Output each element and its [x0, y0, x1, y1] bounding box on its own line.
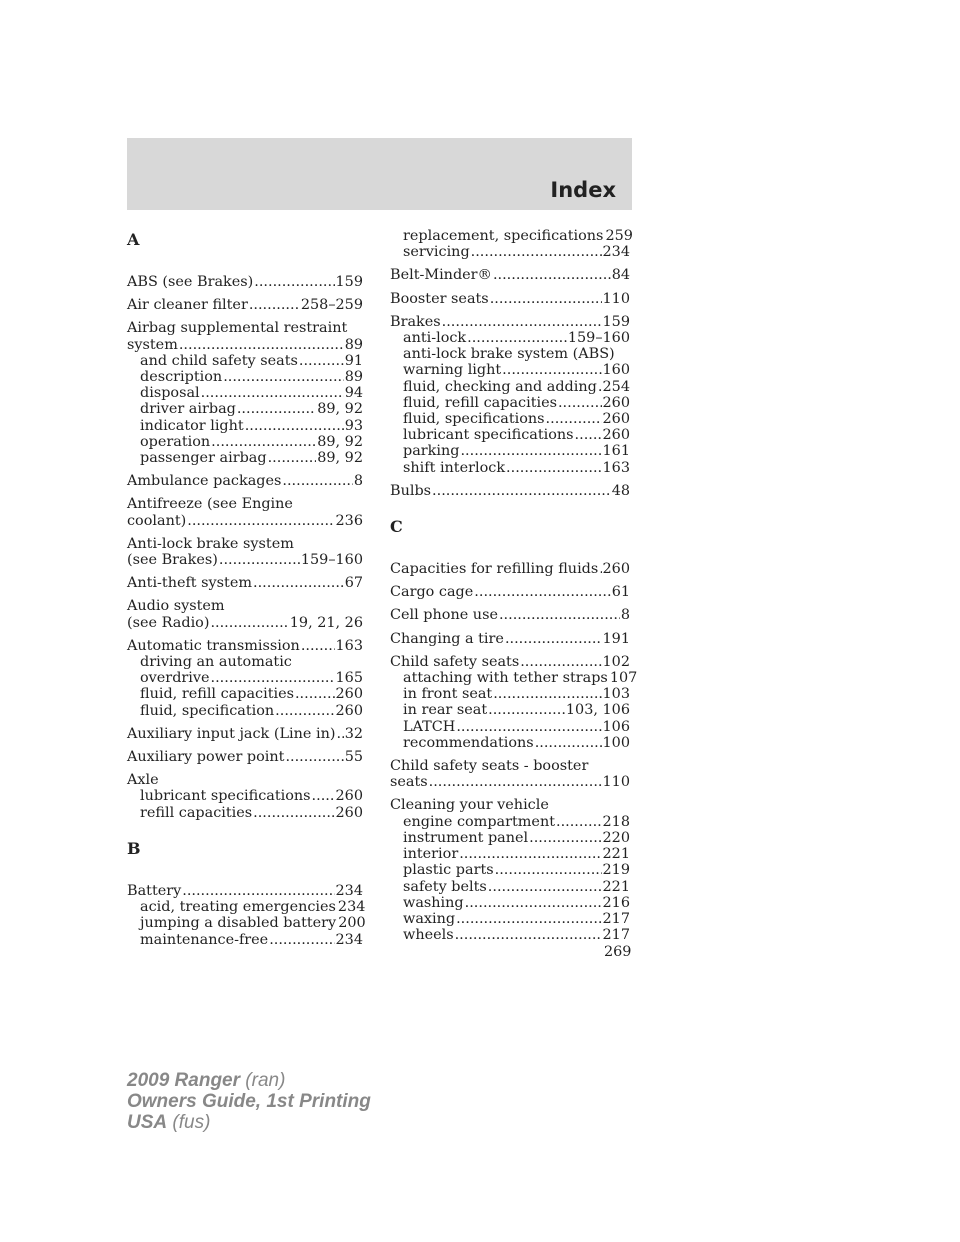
- header-band: [127, 138, 632, 210]
- entry-page-ref: 163: [335, 637, 363, 654]
- dot-leader: [575, 427, 602, 443]
- index-entry-line: [127, 883, 363, 899]
- index-subentry: [127, 805, 363, 821]
- index-entry-line: [390, 797, 630, 813]
- index-entry: [127, 473, 363, 489]
- index-entry-line: [390, 314, 630, 330]
- dot-leader: [429, 774, 602, 790]
- index-entry: [390, 607, 630, 623]
- dot-leader: [219, 552, 300, 568]
- dot-leader: [502, 362, 601, 378]
- entry-text: Bulbs: [390, 482, 432, 499]
- index-entry: [127, 749, 363, 765]
- dot-leader: [282, 473, 352, 489]
- dot-leader: [499, 607, 620, 623]
- index-entry: [127, 536, 363, 568]
- index-entry: [127, 320, 363, 466]
- entry-text: Axle: [127, 772, 159, 789]
- entry-page-ref: 236: [335, 512, 363, 529]
- entry-text: acid, treating emergencies: [140, 899, 336, 916]
- entry-text: Battery: [127, 882, 182, 899]
- entry-page-ref: 61: [611, 584, 630, 601]
- index-subentry: [390, 911, 630, 927]
- entry-page-ref: 159–160: [567, 330, 630, 347]
- index-entry: [127, 496, 363, 528]
- index-subentry: [127, 353, 363, 369]
- index-entry: [390, 653, 638, 751]
- index-entry-line: [390, 267, 630, 283]
- entry-page-ref: 89, 92: [317, 450, 363, 467]
- entry-text: Auxiliary power point: [127, 749, 285, 766]
- entry-page-ref: 258–259: [300, 297, 363, 314]
- index-entry-line: [390, 561, 630, 577]
- dot-leader: [490, 291, 602, 307]
- index-entry: [390, 291, 630, 307]
- index-subentry: [127, 670, 363, 686]
- dot-leader: [535, 735, 602, 751]
- dot-leader: [249, 297, 300, 313]
- entry-page-ref: 110: [602, 290, 630, 307]
- index-entry: [127, 726, 363, 742]
- index-letter-heading: C: [390, 517, 403, 537]
- dot-leader: [529, 830, 601, 846]
- footer-model: 2009 Ranger: [127, 1070, 241, 1091]
- entry-text: warning light: [403, 362, 502, 379]
- dot-leader: [201, 385, 344, 401]
- index-subentry: [127, 654, 363, 670]
- dot-leader: [285, 749, 343, 765]
- dot-leader: [254, 274, 334, 290]
- entry-page-ref: 48: [611, 482, 630, 499]
- index-entry: [390, 314, 630, 476]
- index-subentry: [390, 895, 630, 911]
- page-number: 269: [604, 944, 632, 960]
- entry-text: fluid, checking and adding: [403, 378, 597, 395]
- entry-page-ref: 216: [602, 894, 630, 911]
- footer-market-code: (fus): [172, 1112, 211, 1133]
- entry-page-ref: 200: [338, 915, 366, 932]
- entry-page-ref: 260: [335, 788, 363, 805]
- index-subentry: [127, 450, 363, 466]
- entry-page-ref: 93: [344, 417, 363, 434]
- index-subentry: [390, 814, 630, 830]
- entry-page-ref: 234: [337, 899, 366, 916]
- entry-page-ref: 259: [605, 228, 633, 244]
- entry-text: indicator light: [140, 417, 244, 434]
- index-letter-heading: B: [127, 838, 141, 858]
- dot-leader: [471, 244, 602, 260]
- dot-leader: [432, 483, 611, 499]
- dot-leader: [187, 513, 334, 529]
- dot-leader: [598, 379, 602, 395]
- index-entry-line: [127, 337, 363, 353]
- dot-leader: [312, 788, 335, 804]
- dot-leader: [488, 879, 602, 895]
- index-subentry: [127, 915, 366, 932]
- entry-page-ref: 219: [602, 862, 630, 879]
- index-entry-line: [390, 483, 630, 499]
- entry-text: driving an automatic: [140, 654, 292, 671]
- entry-text: Changing a tire: [390, 630, 504, 647]
- entry-text: Cleaning your vehicle: [390, 797, 549, 814]
- entry-text: system: [127, 336, 178, 353]
- dot-leader: [182, 883, 334, 899]
- entry-text: LATCH: [403, 718, 456, 735]
- entry-page-ref: 8: [353, 473, 363, 490]
- index-entry-line: [390, 291, 630, 307]
- index-entry: [390, 561, 630, 577]
- entry-text: Cell phone use: [390, 607, 498, 624]
- index-subentry: [390, 846, 630, 862]
- dot-leader: [520, 654, 601, 670]
- index-entry-line: [390, 758, 630, 774]
- entry-page-ref: 260: [335, 686, 363, 703]
- index-subentry: [390, 702, 630, 718]
- dot-leader: [505, 631, 602, 647]
- index-subentry: [390, 427, 630, 443]
- entry-page-ref: 260: [335, 804, 363, 821]
- entry-page-ref: 163: [602, 459, 630, 476]
- index-subentry: [390, 244, 630, 260]
- dot-leader: [467, 330, 567, 346]
- index-entry-line: [127, 513, 363, 529]
- dot-leader: [488, 702, 565, 718]
- index-subentry: [127, 932, 363, 948]
- index-entry: [390, 631, 630, 647]
- index-entry-line: [127, 772, 363, 788]
- index-entry: [390, 228, 633, 261]
- entry-text: washing: [403, 894, 464, 911]
- entry-page-ref: 91: [344, 352, 363, 369]
- index-subentry: [390, 686, 630, 702]
- index-entry: [127, 575, 363, 591]
- dot-leader: [460, 443, 601, 459]
- entry-page-ref: 159: [602, 313, 630, 330]
- dot-leader: [459, 846, 601, 862]
- entry-text: plastic parts: [403, 862, 494, 879]
- dot-leader: [223, 369, 344, 385]
- entry-page-ref: 89: [344, 336, 363, 353]
- entry-text: maintenance-free: [140, 931, 269, 948]
- dot-leader: [442, 314, 602, 330]
- dot-leader: [301, 638, 335, 654]
- index-entry: [127, 274, 363, 290]
- entry-page-ref: 103: [602, 686, 630, 703]
- index-subentry: [127, 788, 363, 804]
- dot-leader: [211, 434, 316, 450]
- index-entry-line: [127, 575, 363, 591]
- index-subentry: [390, 228, 633, 244]
- entry-page-ref: 260: [602, 411, 630, 428]
- index-entry: [390, 483, 630, 499]
- dot-leader: [253, 805, 334, 821]
- entry-text: fluid, refill capacities: [140, 686, 294, 703]
- entry-text: seats: [390, 774, 428, 791]
- index-subentry: [390, 927, 630, 943]
- dot-leader: [295, 686, 335, 702]
- entry-page-ref: 84: [611, 267, 630, 284]
- index-subentry: [390, 735, 630, 751]
- index-subentry: [390, 330, 630, 346]
- dot-leader: [456, 719, 601, 735]
- index-subentry: [127, 369, 363, 385]
- entry-text: anti-lock: [403, 330, 467, 347]
- dot-leader: [556, 814, 602, 830]
- dot-leader: [493, 267, 611, 283]
- entry-page-ref: 8: [620, 607, 630, 624]
- dot-leader: [493, 686, 601, 702]
- entry-page-ref: 89, 92: [317, 401, 363, 418]
- entry-page-ref: 234: [602, 244, 630, 261]
- index-subentry: [390, 411, 630, 427]
- index-entry-line: [127, 274, 363, 290]
- index-entry-line: [127, 536, 363, 552]
- index-entry: [390, 267, 630, 283]
- entry-text: fluid, specification: [140, 702, 275, 719]
- index-subentry: [390, 862, 630, 878]
- entry-page-ref: 159–160: [300, 552, 363, 569]
- index-entry-line: [127, 320, 363, 336]
- index-entry-line: [127, 496, 363, 512]
- entry-text: and child safety seats: [140, 352, 298, 369]
- entry-page-ref: 161: [602, 443, 630, 460]
- index-subentry: [390, 670, 638, 687]
- dot-leader: [237, 401, 316, 417]
- entry-page-ref: 191: [602, 630, 630, 647]
- index-entry: [127, 882, 366, 948]
- entry-text: Child safety seats: [390, 653, 520, 670]
- dot-leader: [474, 584, 610, 600]
- index-entry-line: [127, 615, 363, 631]
- entry-text: fluid, refill capacities: [403, 394, 557, 411]
- index-entry-line: [127, 552, 363, 568]
- entry-text: in front seat: [403, 686, 493, 703]
- dot-leader: [210, 615, 288, 631]
- index-subentry: [127, 401, 363, 417]
- entry-page-ref: 221: [602, 878, 630, 895]
- entry-text: (see Radio): [127, 614, 210, 631]
- entry-text: lubricant specifications: [140, 788, 311, 805]
- index-subentry: [390, 719, 630, 735]
- index-entry-line: [127, 638, 363, 654]
- entry-page-ref: 32: [344, 725, 363, 742]
- index-entry: [390, 797, 630, 943]
- index-subentry: [390, 379, 630, 395]
- entry-page-ref: 107: [609, 670, 638, 687]
- index-entry: [127, 598, 363, 630]
- index-entry: [127, 297, 363, 313]
- entry-page-ref: 234: [335, 931, 363, 948]
- entry-page-ref: 260: [602, 394, 630, 411]
- entry-text: waxing: [403, 910, 456, 927]
- entry-text: overdrive: [140, 670, 210, 687]
- entry-text: anti-lock brake system (ABS): [403, 346, 615, 363]
- index-entry: [127, 638, 363, 719]
- entry-text: ABS (see Brakes): [127, 274, 254, 290]
- dot-leader: [253, 575, 344, 591]
- entry-page-ref: 217: [602, 927, 630, 944]
- section-title: Index: [550, 178, 616, 202]
- entry-text: disposal: [140, 385, 200, 402]
- dot-leader: [599, 561, 601, 577]
- index-entry-line: [127, 473, 363, 489]
- entry-text: fluid, specifications: [403, 411, 545, 428]
- entry-page-ref: 217: [602, 910, 630, 927]
- entry-page-ref: 100: [602, 734, 630, 751]
- entry-text: jumping a disabled battery: [140, 915, 337, 932]
- dot-leader: [179, 337, 344, 353]
- entry-text: Belt-Minder®: [390, 267, 492, 284]
- dot-leader: [495, 862, 602, 878]
- index-entry-line: [390, 631, 630, 647]
- entry-page-ref: 55: [344, 749, 363, 766]
- entry-text: Anti-lock brake system: [127, 535, 294, 552]
- index-subentry: [390, 830, 630, 846]
- entry-text: operation: [140, 433, 211, 450]
- index-entry-line: [390, 584, 630, 600]
- entry-text: Cargo cage: [390, 584, 474, 601]
- index-column-left: [127, 228, 366, 955]
- entry-page-ref: 89: [344, 369, 363, 386]
- entry-text: Audio system: [127, 598, 225, 615]
- entry-text: attaching with tether straps: [403, 670, 608, 687]
- entry-text: Capacities for refilling fluids: [390, 561, 599, 578]
- index-column-right: [390, 228, 638, 950]
- dot-leader: [506, 460, 601, 476]
- index-subentry: [390, 395, 630, 411]
- footer-model-code: (ran): [245, 1070, 286, 1091]
- dot-leader: [245, 418, 344, 434]
- entry-text: refill capacities: [140, 804, 253, 821]
- index-entry-line: [127, 598, 363, 614]
- index-entry-line: [127, 726, 363, 742]
- entry-page-ref: 19, 21, 26: [289, 614, 363, 631]
- dot-leader: [268, 450, 317, 466]
- entry-page-ref: 220: [602, 829, 630, 846]
- entry-page-ref: 110: [602, 774, 630, 791]
- entry-text: interior: [403, 846, 459, 863]
- entry-text: lubricant specifications: [403, 427, 574, 444]
- index-entry-line: [390, 774, 630, 790]
- entry-text: description: [140, 369, 223, 386]
- index-subentry: [390, 362, 630, 378]
- entry-page-ref: 103, 106: [565, 702, 630, 719]
- entry-page-ref: 165: [335, 670, 363, 687]
- entry-page-ref: 159: [335, 274, 363, 290]
- entry-text: (see Brakes): [127, 552, 218, 569]
- index-entry-line: [127, 297, 363, 313]
- entry-text: in rear seat: [403, 702, 488, 719]
- entry-text: Ambulance packages: [127, 473, 282, 490]
- index-entry-line: [127, 749, 363, 765]
- footer-market: USA: [127, 1112, 168, 1133]
- entry-text: Child safety seats - booster: [390, 758, 589, 775]
- index-subentry: [390, 879, 630, 895]
- entry-page-ref: 234: [335, 882, 363, 899]
- entry-page-ref: 221: [602, 846, 630, 863]
- index-subentry: [127, 686, 363, 702]
- dot-leader: [456, 911, 601, 927]
- index-entry-line: [390, 607, 630, 623]
- index-subentry: [127, 703, 363, 719]
- entry-text: Air cleaner filter: [127, 297, 248, 314]
- index-subentry: [390, 443, 630, 459]
- entry-text: Anti-theft system: [127, 575, 253, 592]
- index-subentry: [390, 460, 630, 476]
- entry-text: safety belts: [403, 878, 487, 895]
- entry-text: Automatic transmission: [127, 637, 300, 654]
- index-subentry: [127, 418, 363, 434]
- entry-page-ref: 89, 92: [317, 433, 363, 450]
- entry-text: shift interlock: [403, 459, 506, 476]
- index-subentry: [127, 385, 363, 401]
- entry-text: instrument panel: [403, 829, 529, 846]
- entry-text: replacement, specifications: [403, 228, 604, 244]
- entry-text: Antifreeze (see Engine: [127, 496, 293, 513]
- entry-text: wheels: [403, 927, 454, 944]
- dot-leader: [455, 927, 602, 943]
- index-entry-line: [390, 654, 630, 670]
- entry-text: recommendations: [403, 734, 534, 751]
- entry-text: Airbag supplemental restraint: [127, 320, 348, 337]
- index-entry: [390, 584, 630, 600]
- dot-leader: [275, 703, 334, 719]
- dot-leader: [546, 411, 602, 427]
- dot-leader: [269, 932, 334, 948]
- entry-page-ref: 94: [344, 385, 363, 402]
- entry-page-ref: 260: [335, 702, 363, 719]
- footer: [127, 1070, 371, 1133]
- index-entry: [390, 758, 630, 790]
- index-subentry: [127, 434, 363, 450]
- entry-page-ref: 254: [602, 378, 630, 395]
- entry-page-ref: 260: [602, 427, 630, 444]
- dot-leader: [336, 726, 343, 742]
- index-entry: [127, 772, 363, 821]
- entry-text: Auxiliary input jack (Line in): [127, 725, 336, 742]
- entry-text: coolant): [127, 512, 187, 529]
- entry-page-ref: 160: [602, 362, 630, 379]
- dot-leader: [211, 670, 335, 686]
- index-letter-heading: A: [127, 230, 140, 249]
- dot-leader: [299, 353, 344, 369]
- entry-text: servicing: [403, 244, 470, 261]
- entry-page-ref: 67: [344, 575, 363, 592]
- entry-page-ref: 260: [602, 561, 630, 578]
- entry-text: parking: [403, 443, 460, 460]
- entry-text: engine compartment: [403, 813, 555, 830]
- entry-page-ref: 218: [602, 813, 630, 830]
- entry-text: Booster seats: [390, 290, 489, 307]
- entry-text: Brakes: [390, 313, 441, 330]
- entry-page-ref: 106: [602, 718, 630, 735]
- dot-leader: [558, 395, 602, 411]
- index-subentry: [390, 346, 630, 362]
- entry-page-ref: 102: [602, 653, 630, 670]
- index-subentry: [127, 899, 366, 916]
- entry-text: driver airbag: [140, 401, 236, 418]
- entry-text: passenger airbag: [140, 450, 267, 467]
- footer-guide: Owners Guide, 1st Printing: [127, 1091, 371, 1112]
- dot-leader: [465, 895, 602, 911]
